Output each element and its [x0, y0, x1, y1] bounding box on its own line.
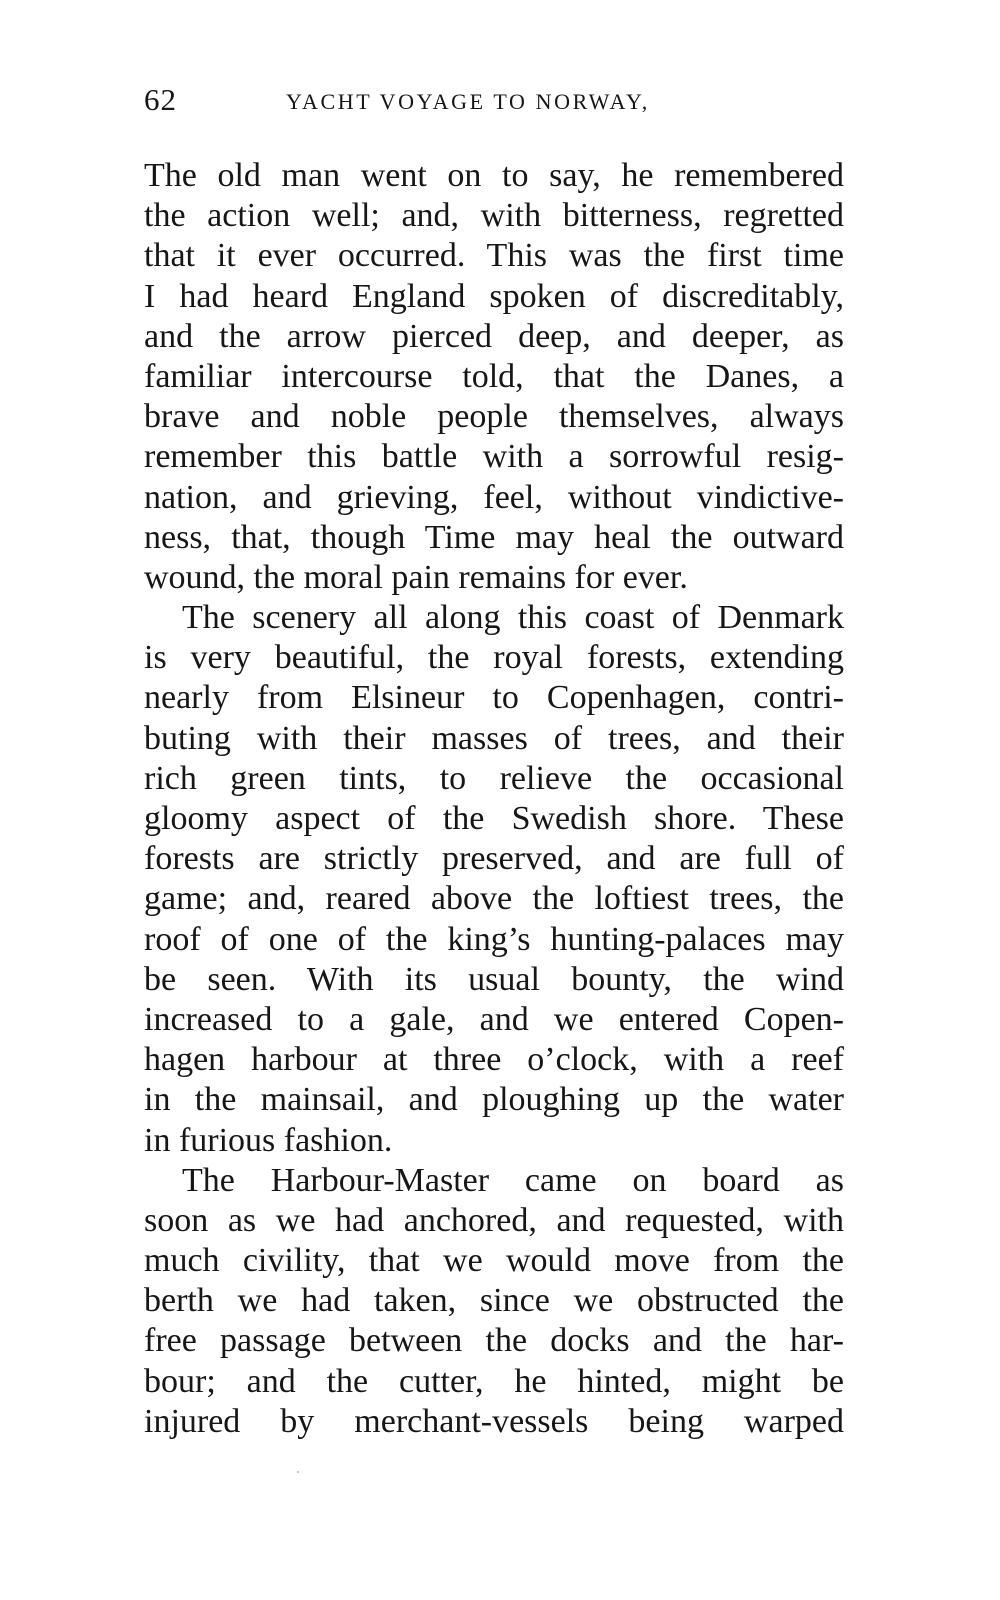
page-number: 62 — [144, 82, 177, 117]
text-line: gloomy aspect of the Swedish shore. These — [144, 800, 844, 837]
text-line: remember this battle with a sorrowful resig- — [144, 438, 844, 476]
text-line: roof of one of the king’s hunting-palaces may — [144, 920, 844, 958]
text-line: hagen harbour at three o’clock, with a reef — [144, 1041, 844, 1079]
text-line: The scenery all along this coast of Denmark — [182, 599, 844, 637]
text-line: nearly from Elsineur to Copenhagen, contri- — [144, 679, 844, 717]
text-line: is very beautiful, the royal forests, extending — [144, 639, 844, 677]
text-line: ness, that, though Time may heal the outward — [144, 518, 844, 556]
text-line: berth we had taken, since we obstructed the — [144, 1282, 844, 1320]
text-line: I had heard England spoken of discreditably, — [144, 277, 844, 315]
text-line: brave and noble people themselves, always — [144, 398, 844, 436]
text-line: forests are strictly preserved, and are full of — [144, 840, 844, 878]
paper-speck — [297, 1471, 299, 1473]
text-line: bour; and the cutter, he hinted, might be — [144, 1362, 844, 1400]
text-line: familiar intercourse told, that the Danes, a — [144, 357, 844, 395]
text-line: soon as we had anchored, and requested, with — [144, 1201, 844, 1239]
paragraph-2 — [144, 598, 844, 1161]
text-line: and the arrow pierced deep, and deeper, as — [144, 317, 844, 355]
text-line: that it ever occurred. This was the first time — [144, 237, 844, 275]
text-line: in furious fashion. — [144, 1121, 393, 1159]
text-line: buting with their masses of trees, and their — [144, 719, 844, 757]
text-line: The old man went on to say, he remembered — [144, 157, 844, 194]
text-line: rich green tints, to relieve the occasional — [144, 759, 844, 797]
paragraph-1 — [144, 156, 844, 598]
running-title: YACHT VOYAGE TO NORWAY, — [286, 89, 650, 114]
text-line: free passage between the docks and the har- — [144, 1322, 844, 1360]
text-line: nation, and grieving, feel, without vindictive- — [144, 478, 844, 516]
text-line: The Harbour-Master came on board as — [182, 1161, 844, 1199]
text-line: be seen. With its usual bounty, the wind — [144, 960, 844, 998]
paragraph-3 — [144, 1161, 844, 1442]
text-line: in the mainsail, and ploughing up the water — [144, 1081, 844, 1119]
text-line: wound, the moral pain remains for ever. — [144, 558, 688, 596]
text-line: the action well; and, with bitterness, regretted — [144, 197, 844, 235]
text-line: game; and, reared above the loftiest trees, the — [144, 880, 844, 918]
text-line: much civility, that we would move from the — [144, 1242, 844, 1280]
text-line: injured by merchant-vessels being warped — [144, 1402, 844, 1440]
text-line: increased to a gale, and we entered Copen- — [144, 1000, 844, 1038]
running-head — [144, 80, 844, 120]
body-text — [144, 156, 844, 1442]
